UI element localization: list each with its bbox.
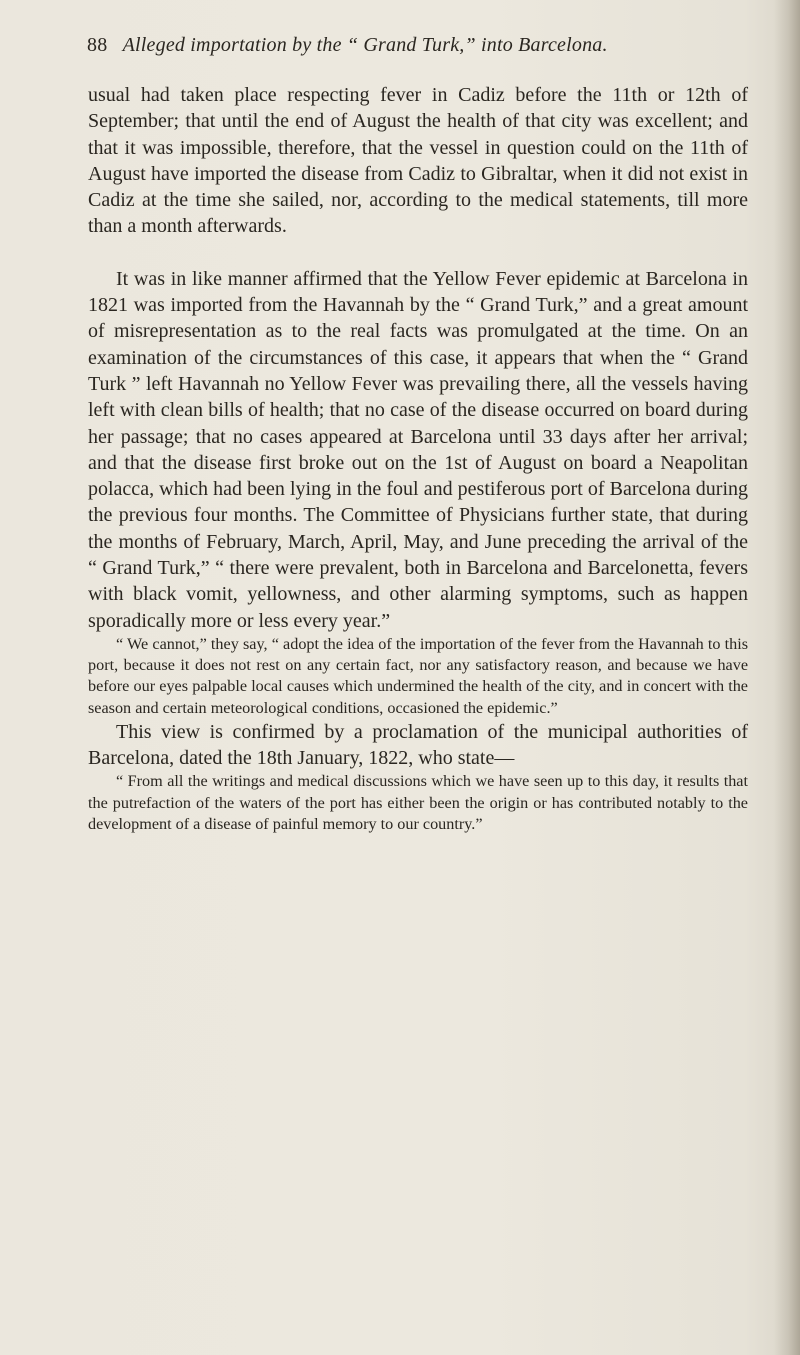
body-text xyxy=(88,82,748,835)
paragraph-proclamation: This view is confirmed by a proclamation of the municipal authorities of Barcelona, dated the 18th January, 1822, who state— xyxy=(88,720,748,770)
block-quote-proclamation: “ From all the writings and medical discussions which we have seen up to this day, it results that the putrefaction of the waters of the port has either been the origin or has contributed notably to the development of a disease of painful memory to our country.” xyxy=(88,772,748,833)
page-edge-shadow xyxy=(774,0,800,1355)
page-number: 88 xyxy=(87,34,108,56)
running-title: Alleged importation by the “ Grand Turk,” into Barcelona. xyxy=(122,34,608,56)
paragraph-grand-turk: It was in like manner affirmed that the Yellow Fever epidemic at Barcelona in 1821 was imported from the Havannah by the “ Grand Turk,” and a great amount of misrepresentation as to the real facts was promulgated at the time. On an examination of the circumstances of this case, it appears that when the “ Grand Turk ” left Havannah no Yellow Fever was prevailing there, all the vessels having left with clean bills of health; that no case of the disease occurred on board during her passage; that no cases appeared at Barcelona until 33 days after her arrival; and that the disease first broke out on the 1st of August on board a Neapolitan polacca, which had been lying in the foul and pestiferous port of Barcelona during the previous four months. The Committee of Physicians further state, that during the months of February, March, April, May, and June preceding the arrival of the “ Grand Turk,” “ there were prevalent, both in Barcelona and Barcelonetta, fevers with black vomit, yellowness, and other alarming symptoms, such as happen sporadically more or less every year.” xyxy=(88,267,748,632)
paragraph-continued: usual had taken place respecting fever in Cadiz before the 11th or 12th of September; that until the end of August the health of that city was excellent; and that it was impossible, therefore, that the vessel in question could on the 11th of August have imported the disease from Cadiz to Gibraltar, when it did not exist in Cadiz at the time she sailed, nor, according to the medical statements, till more than a month afterwards. xyxy=(88,84,748,238)
running-header xyxy=(87,34,608,57)
block-quote-physicians: “ We cannot,” they say, “ adopt the idea of the importation of the fever from the Havannah to this port, because it does not rest on any certain fact, nor any satisfactory reason, and because we have before our eyes palpable local causes which undermined the health of the city, and in concert with the season and certain meteorological conditions, occasioned the epidemic.” xyxy=(88,634,748,717)
